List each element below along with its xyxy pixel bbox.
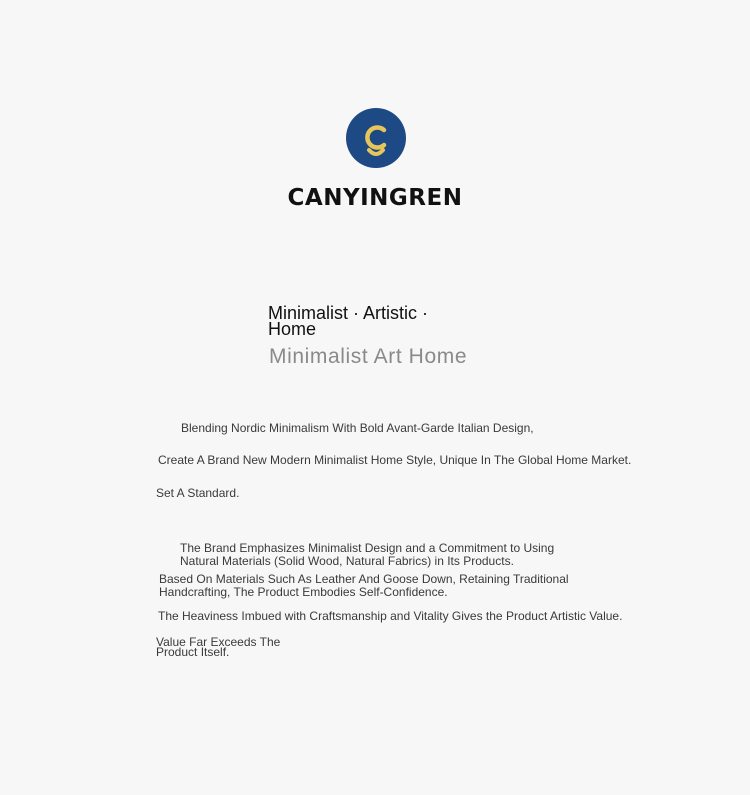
- intro-line-1: Blending Nordic Minimalism With Bold Avant-Garde Italian Design,: [181, 421, 534, 435]
- body-paragraph-2: Based On Materials Such As Leather And Goose Down, Retaining Traditional Handcrafting, The Product Embodies Self-Confidence.: [159, 572, 569, 599]
- page-subtitle: Minimalist Art Home: [269, 345, 468, 368]
- intro-line-3: Set A Standard.: [156, 486, 240, 500]
- brand-name: CANYINGREN: [287, 185, 463, 211]
- body-paragraph-4: Value Far Exceeds The Product Itself.: [156, 635, 281, 659]
- body-paragraph-3: The Heaviness Imbued with Craftsmanship and Vitality Gives the Product Artistic Value.: [158, 609, 623, 623]
- intro-line-2: Create A Brand New Modern Minimalist Home Style, Unique In The Global Home Market.: [158, 453, 632, 467]
- page-title: Minimalist · Artistic · Home: [268, 303, 429, 339]
- brand-logo: [346, 108, 406, 168]
- body-paragraph-1: The Brand Emphasizes Minimalist Design and a Commitment to Using Natural Materials (Solid Wood, Natural Fabrics) in Its Products.: [180, 541, 555, 568]
- c-smile-logo-icon: [346, 108, 406, 168]
